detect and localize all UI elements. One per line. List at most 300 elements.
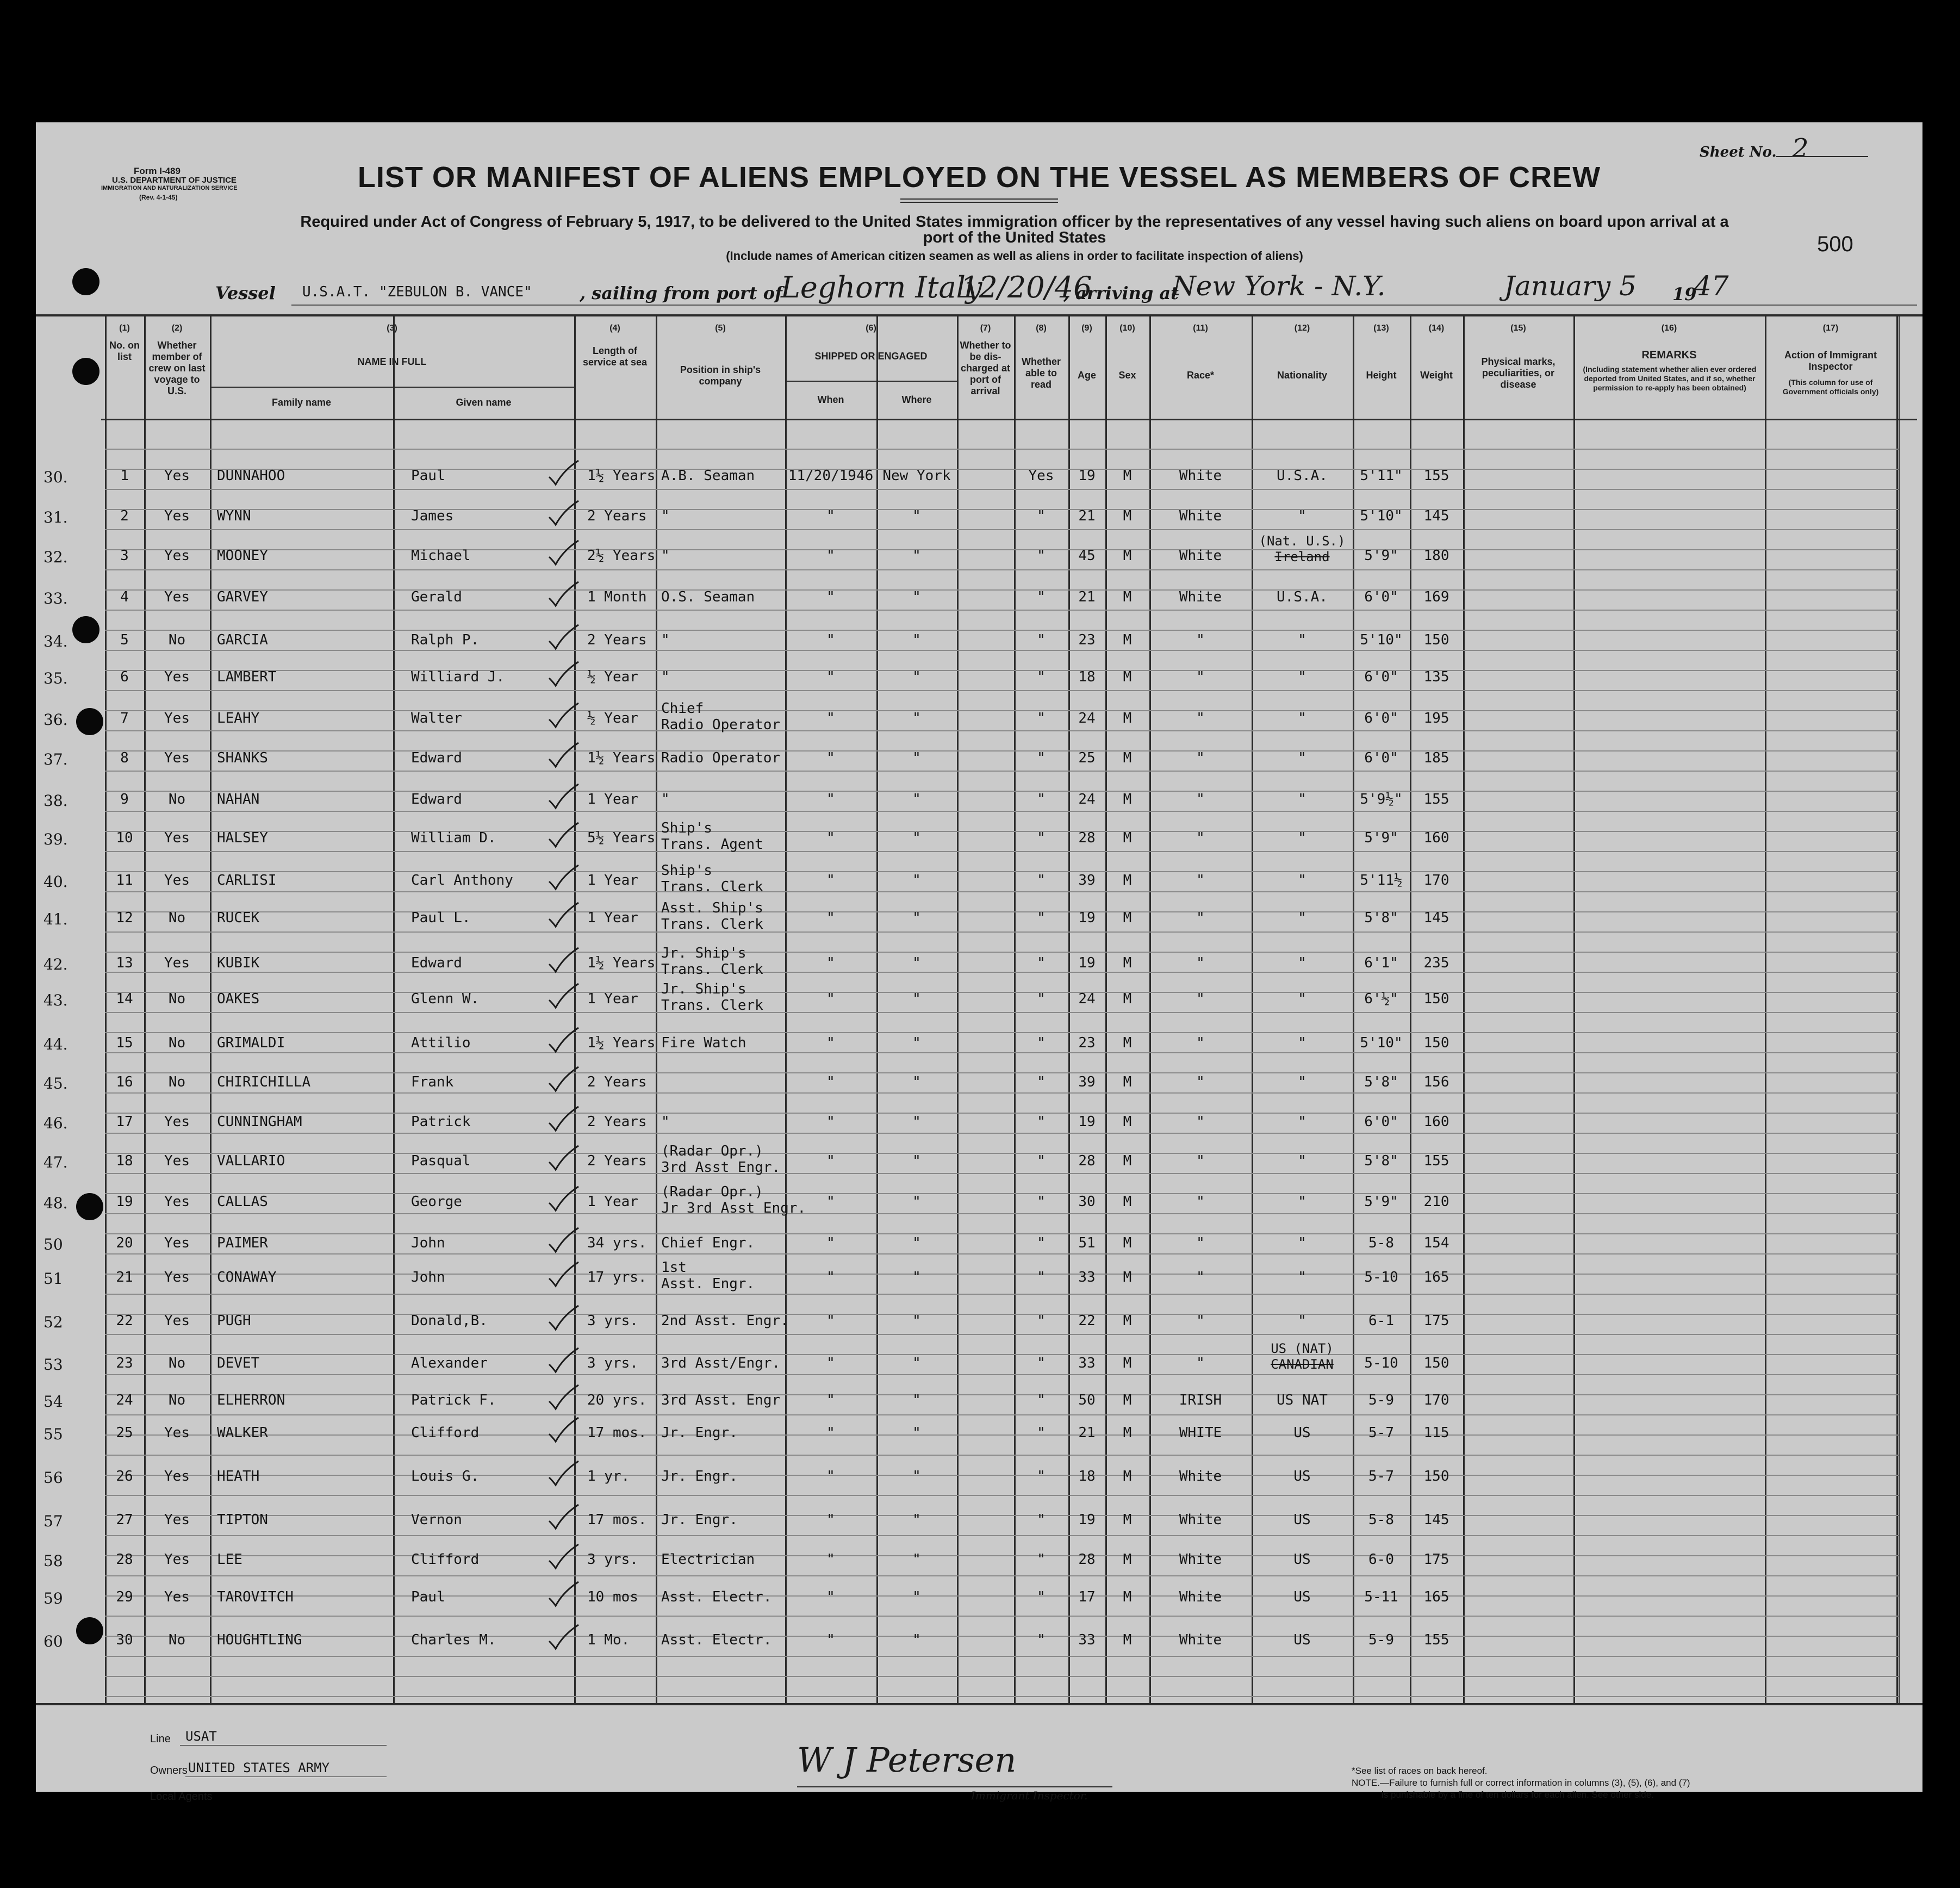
position-cell-line2: Trans. Clerk — [661, 879, 763, 895]
column-race-header: Race* — [1186, 370, 1215, 381]
column-sex-number: (10) — [1119, 324, 1135, 333]
sex-cell: M — [1123, 1468, 1132, 1485]
position-cell: Ship's — [661, 820, 712, 836]
shipped-when-cell: " — [826, 1551, 835, 1568]
read-cell: " — [1037, 750, 1046, 766]
read-cell: " — [1037, 1194, 1046, 1210]
prev-voyage-cell: Yes — [164, 710, 190, 726]
position-cell-line2: Asst. Engr. — [661, 1276, 755, 1292]
family-name-cell: MOONEY — [217, 548, 268, 564]
service-length-cell: 2 Years — [587, 632, 647, 648]
position-cell: Asst. Electr. — [661, 1632, 772, 1648]
age-cell: 19 — [1078, 468, 1096, 484]
shipped-when-cell: " — [826, 1632, 835, 1648]
given-name-cell: Donald,B. — [411, 1313, 488, 1329]
year-suffix: 47 — [1694, 270, 1729, 302]
family-name-cell: WYNN — [217, 508, 251, 524]
race-cell: " — [1196, 1269, 1205, 1285]
race-cell: White — [1179, 468, 1222, 484]
height-cell: 6'0" — [1364, 710, 1398, 726]
sex-cell: M — [1123, 548, 1132, 564]
checkmark-icon — [547, 1227, 580, 1254]
sex-cell: M — [1123, 955, 1132, 971]
action-subheader: (This column for use of Government officials only) — [1782, 378, 1879, 396]
family-name-subheader: Family name — [271, 397, 332, 408]
nationality-cell-struck: CANADIAN — [1271, 1357, 1334, 1372]
list-number: 8 — [120, 750, 129, 766]
nationality-cell: " — [1298, 791, 1306, 808]
height-cell: 6'1" — [1364, 955, 1398, 971]
inspector-signature: W J Petersen — [797, 1740, 1017, 1780]
list-number: 29 — [116, 1589, 133, 1605]
race-cell: " — [1196, 1074, 1205, 1090]
agents-label: Local Agents — [150, 1791, 213, 1803]
ruled-line — [105, 1153, 1899, 1154]
height-cell: 6'0" — [1364, 750, 1398, 766]
position-cell: " — [661, 548, 670, 564]
shipped-where-cell: " — [912, 548, 921, 564]
nationality-cell-struck: Ireland — [1274, 549, 1330, 564]
given-name-cell: Walter — [411, 710, 462, 726]
margin-line-number: 53 — [43, 1356, 63, 1374]
height-cell: 5'9" — [1364, 1194, 1398, 1210]
position-cell-line2: Trans. Clerk — [661, 916, 763, 933]
table-top-border — [36, 314, 1922, 316]
shipped-where-cell: " — [912, 750, 921, 766]
height-cell: 5-8 — [1368, 1512, 1394, 1528]
nationality-cell: US — [1293, 1468, 1311, 1485]
family-name-cell: HALSEY — [217, 830, 268, 846]
ruled-line — [105, 690, 1899, 691]
shipped-where-cell: " — [912, 1512, 921, 1528]
ruled-line — [105, 489, 1899, 490]
nationality-cell: " — [1298, 872, 1306, 889]
checkmark-icon — [547, 1106, 580, 1133]
position-cell-line2: Radio Operator — [661, 717, 781, 733]
column-age-header: Age — [1077, 370, 1096, 381]
read-cell: Yes — [1028, 468, 1054, 484]
weight-cell: 150 — [1423, 991, 1449, 1007]
position-cell: 2nd Asst. Engr. — [661, 1313, 789, 1329]
service-length-cell: 1½ Years — [587, 955, 656, 971]
sex-cell: M — [1123, 1194, 1132, 1210]
list-number: 4 — [120, 589, 129, 605]
ruled-line — [105, 569, 1899, 570]
sex-cell: M — [1123, 791, 1132, 808]
height-cell: 6'0" — [1364, 1114, 1398, 1130]
read-cell: " — [1037, 589, 1046, 605]
read-cell: " — [1037, 1313, 1046, 1329]
race-cell: " — [1196, 910, 1205, 926]
service-length-cell: 1 Month — [587, 589, 647, 605]
nationality-cell: " — [1298, 508, 1306, 524]
column-weight-number: (14) — [1428, 324, 1445, 333]
list-number: 24 — [116, 1392, 133, 1408]
sex-cell: M — [1123, 710, 1132, 726]
age-cell: 21 — [1078, 1425, 1096, 1441]
read-cell: " — [1037, 1392, 1046, 1408]
ruled-line — [105, 831, 1899, 832]
form-service: IMMIGRATION AND NATURALIZATION SERVICE — [101, 185, 238, 191]
service-length-cell: 1½ Years — [587, 750, 656, 766]
list-number: 9 — [120, 791, 129, 808]
age-cell: 24 — [1078, 710, 1096, 726]
ruled-line — [105, 1555, 1899, 1556]
form-revision: (Rev. 4-1-45) — [139, 194, 178, 201]
height-cell: 5'9" — [1364, 548, 1398, 564]
nationality-cell: US — [1293, 1512, 1311, 1528]
read-cell: " — [1037, 1114, 1046, 1130]
ruled-line — [105, 1636, 1899, 1637]
shipped-when-cell: " — [826, 1512, 835, 1528]
shipped-subheader-rule — [785, 381, 957, 382]
shipped-where-cell: " — [912, 710, 921, 726]
column-name-header: NAME IN FULL — [357, 356, 427, 367]
age-cell: 28 — [1078, 1153, 1096, 1169]
column-service-header: Length of service at sea — [582, 345, 648, 368]
shipped-where-cell: " — [912, 1313, 921, 1329]
shipped-where-cell: " — [912, 1153, 921, 1169]
shipped-when-cell: " — [826, 1355, 835, 1371]
height-cell: 5'8" — [1364, 910, 1398, 926]
list-number: 16 — [116, 1074, 133, 1090]
ruled-line — [105, 1052, 1899, 1053]
ruled-line — [105, 1535, 1899, 1536]
margin-line-number: 43. — [43, 991, 68, 1009]
shipped-when-cell: " — [826, 508, 835, 524]
line-value: USAT — [185, 1729, 217, 1744]
nationality-cell: US — [1293, 1589, 1311, 1605]
ruled-line — [105, 1294, 1899, 1295]
race-cell: White — [1179, 1632, 1222, 1648]
prev-voyage-cell: Yes — [164, 1235, 190, 1251]
margin-line-number: 30. — [43, 468, 68, 486]
weight-cell: 115 — [1423, 1425, 1449, 1441]
given-name-cell: Ralph P. — [411, 632, 480, 648]
sailing-date: 12/20/46 — [960, 270, 1092, 305]
weight-cell: 135 — [1423, 669, 1449, 685]
margin-line-number: 48. — [43, 1194, 68, 1212]
checkmark-icon — [547, 1066, 580, 1093]
arrival-date: January 5 — [1504, 270, 1637, 302]
list-number: 11 — [116, 872, 133, 889]
checkmark-icon — [547, 539, 580, 567]
weight-cell: 155 — [1423, 791, 1449, 808]
ruled-line — [105, 1092, 1899, 1094]
read-cell: " — [1037, 1425, 1046, 1441]
position-cell: 1st — [661, 1259, 687, 1276]
ruled-line — [105, 529, 1899, 530]
position-cell: O.S. Seaman — [661, 589, 755, 605]
sex-cell: M — [1123, 632, 1132, 648]
inspector-label: Immigrant Inspector. — [971, 1789, 1088, 1802]
list-number: 21 — [116, 1269, 133, 1285]
given-name-cell: Gerald — [411, 589, 462, 605]
column-weight-header: Weight — [1420, 370, 1453, 381]
service-length-cell: ½ Year — [587, 669, 638, 685]
ruled-line — [105, 1334, 1899, 1335]
ruled-line — [105, 1696, 1899, 1697]
age-cell: 33 — [1078, 1632, 1096, 1648]
service-length-cell: 1 yr. — [587, 1468, 630, 1485]
column-age-number: (9) — [1081, 324, 1092, 333]
manifest-sheet — [36, 122, 1922, 1803]
ruled-line — [105, 1173, 1899, 1174]
arriving-label: , arriving at — [1063, 283, 1179, 303]
sex-cell: M — [1123, 750, 1132, 766]
ruled-line — [105, 710, 1899, 711]
column-read-header: Whether able to read — [1022, 356, 1061, 390]
given-name-cell: Clifford — [411, 1425, 480, 1441]
read-cell: " — [1037, 910, 1046, 926]
shipped-where-cell: " — [912, 1468, 921, 1485]
column-remarks-header: REMARKS — [1641, 349, 1697, 361]
family-name-cell: CHIRICHILLA — [217, 1074, 311, 1090]
nationality-cell: " — [1298, 710, 1306, 726]
race-cell: " — [1196, 955, 1205, 971]
age-cell: 22 — [1078, 1313, 1096, 1329]
margin-line-number: 31. — [43, 508, 68, 526]
family-name-cell: GARVEY — [217, 589, 268, 605]
prev-voyage-cell: Yes — [164, 1194, 190, 1210]
ruled-line — [105, 630, 1899, 631]
list-number: 27 — [116, 1512, 133, 1528]
height-cell: 5'9" — [1364, 830, 1398, 846]
penalty-note: NOTE.—Failure to furnish full or correct information in columns (3), (5), (6), and (7) — [1352, 1778, 1690, 1788]
sex-cell: M — [1123, 1392, 1132, 1408]
margin-line-number: 46. — [43, 1114, 68, 1132]
checkmark-icon — [547, 783, 580, 810]
ruled-line — [105, 1495, 1899, 1496]
height-cell: 5-11 — [1364, 1589, 1398, 1605]
ruled-line — [105, 1515, 1899, 1516]
column-discharged-header: Whether to be dis-charged at port of arrival — [960, 340, 1011, 396]
position-cell: Ship's — [661, 862, 712, 879]
family-name-cell: RUCEK — [217, 910, 260, 926]
checkmark-icon — [547, 1384, 580, 1411]
column-service-number: (4) — [609, 324, 620, 333]
position-cell: " — [661, 791, 670, 808]
shipped-where-cell: " — [912, 1551, 921, 1568]
race-cell: " — [1196, 872, 1205, 889]
sailing-label: , sailing from port of — [580, 283, 782, 303]
ruled-line — [105, 1133, 1899, 1134]
position-cell: 3rd Asst/Engr. — [661, 1355, 781, 1371]
age-cell: 33 — [1078, 1355, 1096, 1371]
given-name-cell: Attilio — [411, 1035, 471, 1051]
race-cell: " — [1196, 991, 1205, 1007]
checkmark-icon — [547, 742, 580, 769]
given-name-cell: John — [411, 1269, 445, 1285]
service-length-cell: 17 mos. — [587, 1425, 647, 1441]
weight-cell: 160 — [1423, 830, 1449, 846]
read-cell: " — [1037, 1512, 1046, 1528]
position-cell: (Radar Opr.) — [661, 1184, 763, 1200]
shipped-when-cell: 11/20/1946 — [788, 468, 874, 484]
nationality-cell: " — [1298, 955, 1306, 971]
checkmark-icon — [547, 1504, 580, 1531]
age-cell: 45 — [1078, 548, 1096, 564]
height-cell: 6-0 — [1368, 1551, 1394, 1568]
height-cell: 5'11½ — [1360, 872, 1403, 889]
shipped-when-cell: " — [826, 791, 835, 808]
weight-cell: 175 — [1423, 1551, 1449, 1568]
column-no-header: No. on list — [109, 340, 140, 362]
column-race-number: (11) — [1193, 324, 1208, 333]
ruled-line — [105, 972, 1899, 973]
position-cell: Asst. Electr. — [661, 1589, 772, 1605]
ruled-line — [105, 811, 1899, 812]
checkmark-icon — [547, 661, 580, 688]
position-cell: Radio Operator — [661, 750, 781, 766]
nationality-cell: " — [1298, 1074, 1306, 1090]
given-name-cell: Carl Anthony — [411, 872, 513, 889]
margin-line-number: 37. — [43, 750, 68, 768]
position-cell: Jr. Engr. — [661, 1512, 738, 1528]
sex-cell: M — [1123, 1269, 1132, 1285]
family-name-cell: LAMBERT — [217, 669, 277, 685]
column-height-header: Height — [1366, 370, 1397, 381]
nationality-cell: " — [1298, 750, 1306, 766]
given-name-cell: Clifford — [411, 1551, 480, 1568]
family-name-cell: ELHERRON — [217, 1392, 285, 1408]
ruled-line — [105, 1414, 1899, 1415]
age-cell: 28 — [1078, 1551, 1096, 1568]
read-cell: " — [1037, 830, 1046, 846]
list-number: 30 — [116, 1632, 133, 1648]
age-cell: 19 — [1078, 910, 1096, 926]
shipped-when-cell: " — [826, 548, 835, 564]
prev-voyage-cell: Yes — [164, 1114, 190, 1130]
ruled-line — [105, 1434, 1899, 1436]
service-length-cell: 1 Year — [587, 1194, 638, 1210]
age-cell: 23 — [1078, 1035, 1096, 1051]
prev-voyage-cell: No — [168, 1035, 186, 1051]
checkmark-icon — [547, 1145, 580, 1172]
column-no-number: (1) — [119, 324, 130, 333]
race-cell: White — [1179, 1589, 1222, 1605]
family-name-cell: DUNNAHOO — [217, 468, 285, 484]
ruled-line — [105, 1595, 1899, 1597]
list-number: 25 — [116, 1425, 133, 1441]
prev-voyage-cell: Yes — [164, 1589, 190, 1605]
given-name-cell: William D. — [411, 830, 496, 846]
family-name-cell: VALLARIO — [217, 1153, 285, 1169]
prev-voyage-cell: Yes — [164, 669, 190, 685]
service-length-cell: 1 Mo. — [587, 1632, 630, 1648]
margin-line-number: 34. — [43, 632, 68, 650]
list-number: 10 — [116, 830, 133, 846]
signature-line — [797, 1786, 1112, 1787]
checkmark-icon — [547, 459, 580, 487]
weight-cell: 195 — [1423, 710, 1449, 726]
sex-cell: M — [1123, 1114, 1132, 1130]
weight-cell: 165 — [1423, 1269, 1449, 1285]
ruled-line — [105, 851, 1899, 852]
ruled-line — [105, 1213, 1899, 1214]
shipped-where-cell: " — [912, 1589, 921, 1605]
family-name-cell: WALKER — [217, 1425, 268, 1441]
prev-voyage-cell: No — [168, 632, 186, 648]
ruled-line — [105, 1475, 1899, 1476]
shipped-where-cell: " — [912, 589, 921, 605]
prev-voyage-cell: Yes — [164, 1468, 190, 1485]
margin-line-number: 55 — [43, 1425, 63, 1443]
nationality-cell: US — [1293, 1425, 1311, 1441]
race-cell: White — [1179, 548, 1222, 564]
nationality-cell: " — [1298, 991, 1306, 1007]
age-cell: 28 — [1078, 830, 1096, 846]
ruled-line — [105, 1233, 1899, 1234]
margin-line-number: 51 — [43, 1270, 63, 1288]
given-name-cell: Paul — [411, 468, 445, 484]
shipped-when-cell: " — [826, 1313, 835, 1329]
margin-line-number: 44. — [43, 1035, 68, 1053]
margin-line-number: 58 — [43, 1552, 63, 1570]
weight-cell: 170 — [1423, 872, 1449, 889]
shipped-when-cell: " — [826, 991, 835, 1007]
age-cell: 25 — [1078, 750, 1096, 766]
height-cell: 5'10" — [1360, 632, 1403, 648]
service-length-cell: 1 Year — [587, 872, 638, 889]
header-bottom-border — [101, 419, 1917, 420]
column-sex-header: Sex — [1118, 370, 1136, 381]
year-prefix: 19 — [1672, 284, 1697, 305]
read-cell: " — [1037, 508, 1046, 524]
ruled-line — [105, 791, 1899, 792]
ruled-line — [105, 891, 1899, 892]
ruled-line — [105, 952, 1899, 953]
list-number: 19 — [116, 1194, 133, 1210]
ruled-line — [105, 771, 1899, 772]
sex-cell: M — [1123, 468, 1132, 484]
given-name-cell: George — [411, 1194, 462, 1210]
sex-cell: M — [1123, 1551, 1132, 1568]
read-cell: " — [1037, 1468, 1046, 1485]
weight-cell: 155 — [1423, 1153, 1449, 1169]
read-cell: " — [1037, 872, 1046, 889]
column-nationality-header: Nationality — [1277, 370, 1327, 381]
family-name-cell: HOUGHTLING — [217, 1632, 302, 1648]
weight-cell: 155 — [1423, 1632, 1449, 1648]
service-length-cell: 3 yrs. — [587, 1313, 638, 1329]
shipped-when-cell: " — [826, 750, 835, 766]
shipped-when-cell: " — [826, 1468, 835, 1485]
owners-label: Owners — [150, 1765, 188, 1777]
shipped-where-cell: " — [912, 1355, 921, 1371]
vessel-label: Vessel — [215, 283, 276, 303]
given-name-cell: Michael — [411, 548, 471, 564]
weight-cell: 150 — [1423, 1355, 1449, 1371]
shipped-when-cell: " — [826, 632, 835, 648]
service-length-cell: 1½ Years — [587, 1035, 656, 1051]
given-name-cell: Patrick — [411, 1114, 471, 1130]
race-cell: " — [1196, 1114, 1205, 1130]
margin-line-number: 35. — [43, 669, 68, 687]
read-cell: " — [1037, 955, 1046, 971]
ruled-line — [105, 670, 1899, 671]
shipped-where-cell: " — [912, 1074, 921, 1090]
position-cell: Chief Engr. — [661, 1235, 755, 1251]
checkmark-icon — [547, 1185, 580, 1213]
sex-cell: M — [1123, 1235, 1132, 1251]
sex-cell: M — [1123, 1035, 1132, 1051]
prev-voyage-cell: Yes — [164, 508, 190, 524]
race-cell: " — [1196, 669, 1205, 685]
nationality-cell: " — [1298, 830, 1306, 846]
service-length-cell: 34 yrs. — [587, 1235, 647, 1251]
read-cell: " — [1037, 1035, 1046, 1051]
